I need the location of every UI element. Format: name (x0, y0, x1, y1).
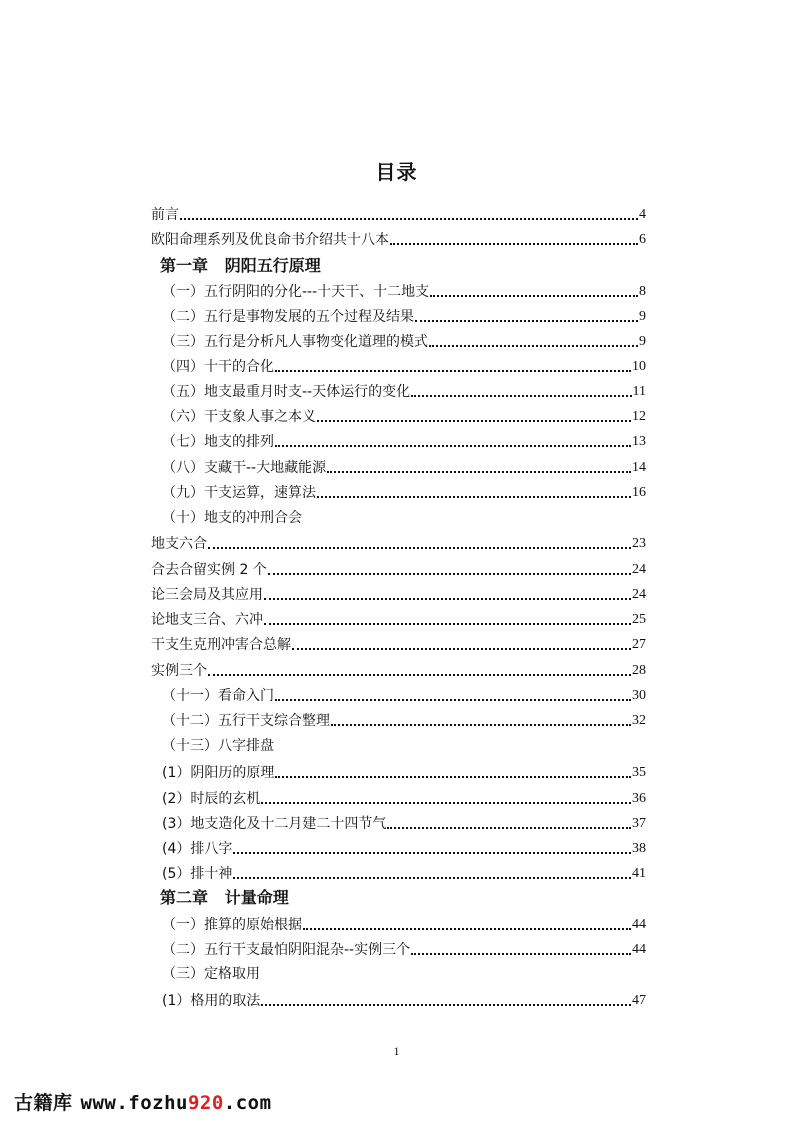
toc-entry[interactable] (162, 480, 646, 502)
toc-entry-page: 24 (632, 562, 646, 577)
toc-entry-label: 实例三个 (151, 663, 207, 679)
toc-entry-label: （七）地支的排列 (162, 434, 274, 450)
toc-entry-label: （四）十干的合化 (162, 359, 274, 375)
toc-entry-page: 38 (632, 841, 646, 856)
toc-entry-page: 16 (632, 485, 646, 500)
toc-entry[interactable] (162, 836, 646, 858)
toc-entry[interactable] (162, 683, 646, 705)
toc-entry-label: (1）阴阳历的原理 (162, 765, 275, 781)
toc-entry-label: 前言 (151, 207, 179, 223)
toc-section-heading[interactable]: （三）定格取用 (162, 966, 260, 982)
toc-entry-label: 论三会局及其应用 (151, 587, 263, 603)
toc-entry[interactable] (162, 304, 646, 326)
dot-leader (208, 547, 631, 549)
dot-leader (429, 345, 638, 347)
toc-entry-page: 47 (632, 993, 646, 1008)
toc-entry-label: (2）时辰的玄机 (162, 791, 261, 807)
toc-entry[interactable] (162, 760, 646, 782)
toc-entry-page: 14 (632, 460, 646, 475)
toc-entry-page: 37 (632, 816, 646, 831)
toc-entry[interactable] (162, 912, 646, 934)
toc-entry-page: 13 (632, 434, 646, 449)
dot-leader (264, 623, 631, 625)
dot-leader (264, 598, 631, 600)
page-number: 1 (393, 1044, 400, 1058)
dot-leader (411, 953, 631, 955)
toc-entry-label: （十二）五行干支综合整理 (162, 713, 330, 729)
dot-leader (233, 877, 631, 879)
toc-entry[interactable] (162, 811, 646, 833)
watermark-label: 古籍库 (14, 1092, 73, 1114)
toc-entry-label: (5）排十神 (162, 866, 233, 882)
dot-leader (317, 496, 631, 498)
toc-section-heading[interactable]: （十三）八字排盘 (162, 738, 274, 754)
toc-entry-label: 合去合留实例 2 个 (151, 562, 267, 578)
toc-entry-page: 9 (639, 309, 646, 324)
toc-entry[interactable] (162, 279, 646, 301)
toc-entry-label: （三）五行是分析凡人事物变化道理的模式 (162, 334, 428, 350)
dot-leader (411, 395, 631, 397)
toc-entry-page: 4 (639, 207, 646, 222)
dot-leader (261, 1004, 631, 1006)
toc-entry-intro[interactable] (151, 227, 646, 249)
page-title: 目录 (375, 160, 418, 184)
watermark-url-part: www.fozhu (80, 1092, 188, 1114)
dot-leader (390, 243, 638, 245)
dot-leader (415, 320, 638, 322)
toc-entry-page: 28 (632, 663, 646, 678)
dot-leader (275, 370, 631, 372)
toc-entry[interactable] (151, 582, 646, 604)
toc-entry-page: 32 (632, 713, 646, 728)
toc-entry-label: （六）干支象人事之本义 (162, 409, 316, 425)
toc-entry[interactable] (162, 429, 646, 451)
toc-entry-page: 23 (632, 536, 646, 551)
toc-entry-label: 论地支三合、六冲 (151, 612, 263, 628)
toc-entry-label: （五）地支最重月时支--天体运行的变化 (162, 384, 411, 400)
toc-entry[interactable] (162, 379, 646, 401)
toc-entry-page: 35 (632, 765, 646, 780)
toc-entry-page: 27 (632, 637, 646, 652)
toc-entry-page: 12 (632, 409, 646, 424)
dot-leader (233, 852, 631, 854)
toc-entry[interactable] (151, 658, 646, 680)
toc-entry[interactable] (162, 708, 646, 730)
toc-entry-page: 30 (632, 688, 646, 703)
toc-entry-label: （八）支藏干--大地藏能源 (162, 460, 327, 476)
toc-entry-label: (3）地支造化及十二月建二十四节气 (162, 816, 387, 832)
toc-entry-label: （二）五行干支最怕阴阳混杂--实例三个 (162, 942, 411, 958)
toc-entry-page: 41 (632, 866, 646, 881)
toc-entry-label: （二）五行是事物发展的五个过程及结果 (162, 309, 414, 325)
toc-entry-page: 6 (639, 232, 646, 247)
dot-leader (292, 648, 631, 650)
toc-entry-page: 36 (632, 791, 646, 806)
toc-entry-preface[interactable] (151, 202, 646, 224)
watermark-url-accent: 920 (187, 1092, 224, 1114)
toc-entry-label: (1）格用的取法 (162, 993, 261, 1009)
dot-leader (268, 573, 631, 575)
toc-section-heading[interactable]: （十）地支的冲刑合会 (162, 510, 302, 526)
toc-entry-label: （九）干支运算，速算法 (162, 485, 316, 501)
toc-entry[interactable] (151, 531, 646, 553)
dot-leader (317, 420, 631, 422)
toc-entry[interactable] (162, 404, 646, 426)
toc-entry-label: 欧阳命理系列及优良命书介绍共十八本 (151, 232, 389, 248)
dot-leader (261, 802, 631, 804)
toc-entry-page: 25 (632, 612, 646, 627)
dot-leader (331, 724, 631, 726)
chapter-heading-1[interactable]: 第一章 阴阳五行原理 (160, 256, 321, 275)
dot-leader (303, 928, 631, 930)
toc-entry[interactable] (162, 861, 646, 883)
toc-entry-page: 44 (632, 917, 646, 932)
toc-entry[interactable] (151, 557, 646, 579)
watermark-url-suffix: .com (223, 1092, 272, 1114)
toc-entry-page: 44 (632, 942, 646, 957)
toc-entry[interactable] (151, 607, 646, 629)
toc-entry-page: 24 (632, 587, 646, 602)
toc-entry-page: 8 (639, 284, 646, 299)
toc-entry[interactable] (162, 937, 646, 959)
dot-leader (430, 295, 638, 297)
toc-entry-label: （十一）看命入门 (162, 688, 274, 704)
toc-entry[interactable] (162, 786, 646, 808)
toc-entry[interactable] (162, 455, 646, 477)
dot-leader (275, 776, 631, 778)
chapter-heading-2[interactable]: 第二章 计量命理 (160, 888, 289, 907)
site-watermark (14, 1088, 272, 1115)
dot-leader (327, 471, 631, 473)
toc-entry-label: (4）排八字 (162, 841, 233, 857)
toc-entry-page: 10 (632, 359, 646, 374)
toc-entry-label: （一）五行阴阳的分化---十天干、十二地支 (162, 284, 430, 300)
dot-leader (275, 699, 631, 701)
toc-entry[interactable] (162, 988, 646, 1010)
toc-entry[interactable] (162, 354, 646, 376)
toc-entry-page: 11 (632, 384, 646, 399)
toc-entry[interactable] (151, 632, 646, 654)
toc-entry-label: 干支生克刑冲害合总解 (151, 637, 291, 653)
dot-leader (387, 827, 631, 829)
dot-leader (208, 674, 631, 676)
toc-entry-label: 地支六合 (151, 536, 207, 552)
toc-entry-label: （一）推算的原始根据 (162, 917, 302, 933)
dot-leader (180, 218, 638, 220)
dot-leader (275, 445, 631, 447)
toc-entry-page: 9 (639, 334, 646, 349)
toc-entry[interactable] (162, 329, 646, 351)
